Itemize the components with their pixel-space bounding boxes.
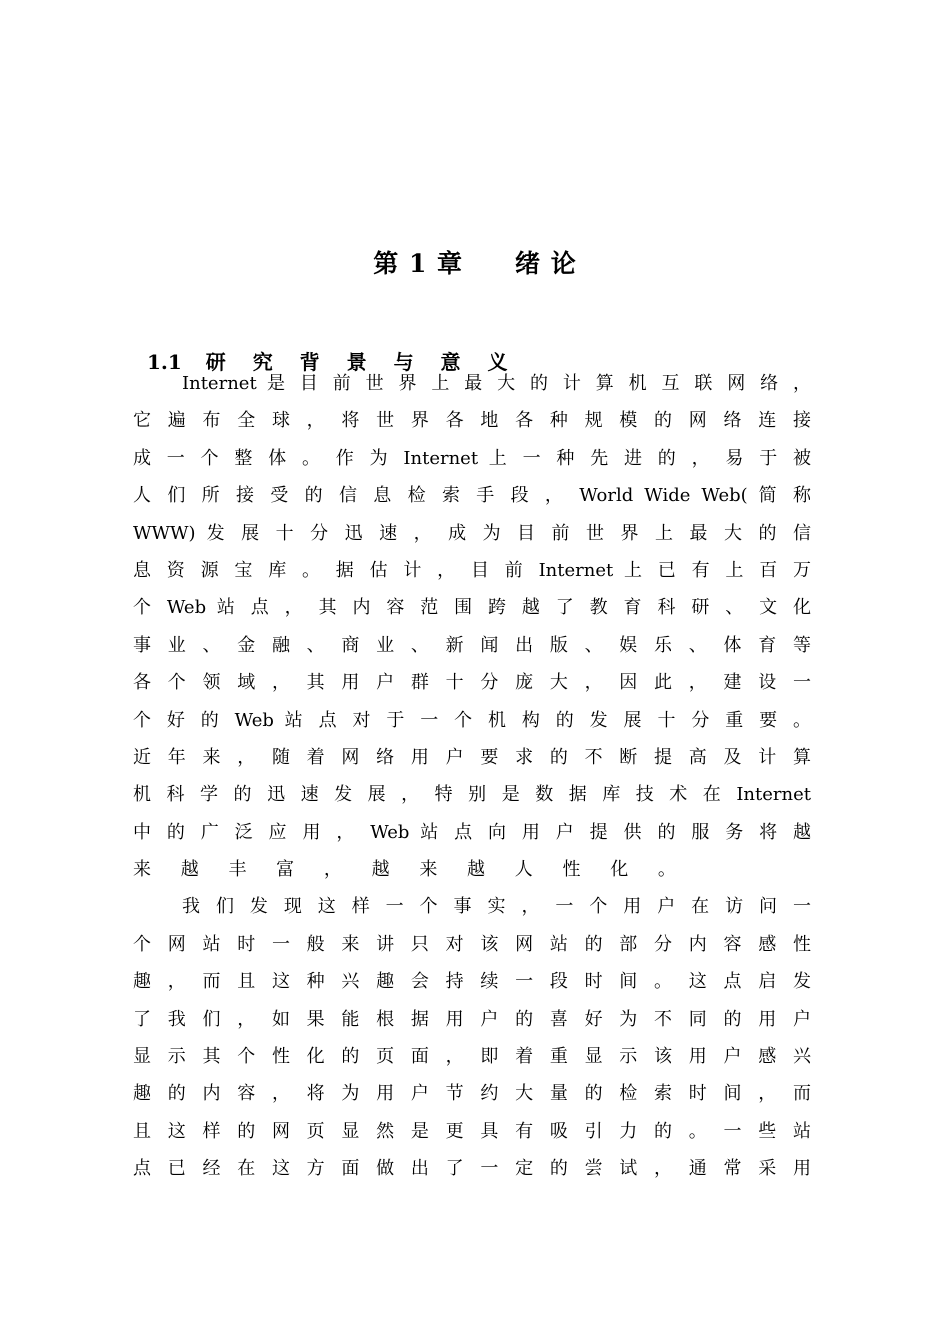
paragraph-line: 来 越 丰 富 ， 越 来 越 人 性 化 。 [133, 859, 688, 881]
chapter-title: 第 1 章 绪 论 [373, 249, 577, 278]
paragraph-line: 点 已 经 在 这 方 面 做 出 了 一 定 的 尝 试 ， 通 常 采 用 [133, 1158, 811, 1180]
paragraph-line: 了 我 们 ， 如 果 能 根 据 用 户 的 喜 好 为 不 同 的 用 户 [133, 1008, 811, 1030]
section-number: 1.1 [146, 350, 182, 374]
paragraph-line: Internet 是 目 前 世 界 上 最 大 的 计 算 机 互 联 网 络 ， [182, 373, 811, 394]
body-text [133, 365, 811, 1188]
paragraph-line: 成 一 个 整 体 。 作 为 Internet 上 一 种 先 进 的 ， 易 于 被 [133, 447, 811, 469]
paragraph-line: 个 好 的 Web 站 点 对 于 一 个 机 构 的 发 展 十 分 重 要 。 [133, 709, 811, 731]
paragraph-line: 机 科 学 的 迅 速 发 展 ， 特 别 是 数 据 库 技 术 在 Internet [133, 784, 811, 806]
paragraph-line: 我 们 发 现 这 样 一 个 事 实 ， 一 个 用 户 在 访 问 一 [182, 896, 811, 918]
paragraph-line: 且 这 样 的 网 页 显 然 是 更 具 有 吸 引 力 的 。 一 些 站 [133, 1120, 811, 1142]
paragraph-line: 它 遍 布 全 球 ， 将 世 界 各 地 各 种 规 模 的 网 络 连 接 [133, 410, 811, 432]
paragraph-line: WWW) 发 展 十 分 迅 速 ， 成 为 目 前 世 界 上 最 大 的 信 [133, 522, 811, 544]
paragraph-line: 息 资 源 宝 库 。 据 估 计 ， 目 前 Internet 上 已 有 上 百 万 [133, 559, 811, 581]
section-title: 研 究 背 景 与 意 义 [205, 350, 518, 374]
paragraph-line: 个 Web 站 点 ， 其 内 容 范 围 跨 越 了 教 育 科 研 、 文 化 [133, 597, 811, 619]
paragraph-line: 近 年 来 ， 随 着 网 络 用 户 要 求 的 不 断 提 高 及 计 算 [133, 746, 811, 768]
paragraph-line: 趣 ， 而 且 这 种 兴 趣 会 持 续 一 段 时 间 。 这 点 启 发 [133, 971, 811, 993]
paragraph-line: 事 业 、 金 融 、 商 业 、 新 闻 出 版 、 娱 乐 、 体 育 等 [133, 634, 811, 656]
paragraph-line: 个 网 站 时 一 般 来 讲 只 对 该 网 站 的 部 分 内 容 感 性 [133, 933, 811, 955]
paragraph-line: 趣 的 内 容 ， 将 为 用 户 节 约 大 量 的 检 索 时 间 ， 而 [133, 1083, 811, 1105]
paragraph-line: 中 的 广 泛 应 用 ， Web 站 点 向 用 户 提 供 的 服 务 将 越 [133, 821, 811, 843]
paragraph-line: 显 示 其 个 性 化 的 页 面 ， 即 着 重 显 示 该 用 户 感 兴 [133, 1046, 811, 1068]
paragraph-line: 各 个 领 域 ， 其 用 户 群 十 分 庞 大 ， 因 此 ， 建 设 一 [133, 672, 811, 694]
paragraph-line: 人 们 所 接 受 的 信 息 检 索 手 段 ， World Wide Web( 简 称 [133, 485, 811, 507]
